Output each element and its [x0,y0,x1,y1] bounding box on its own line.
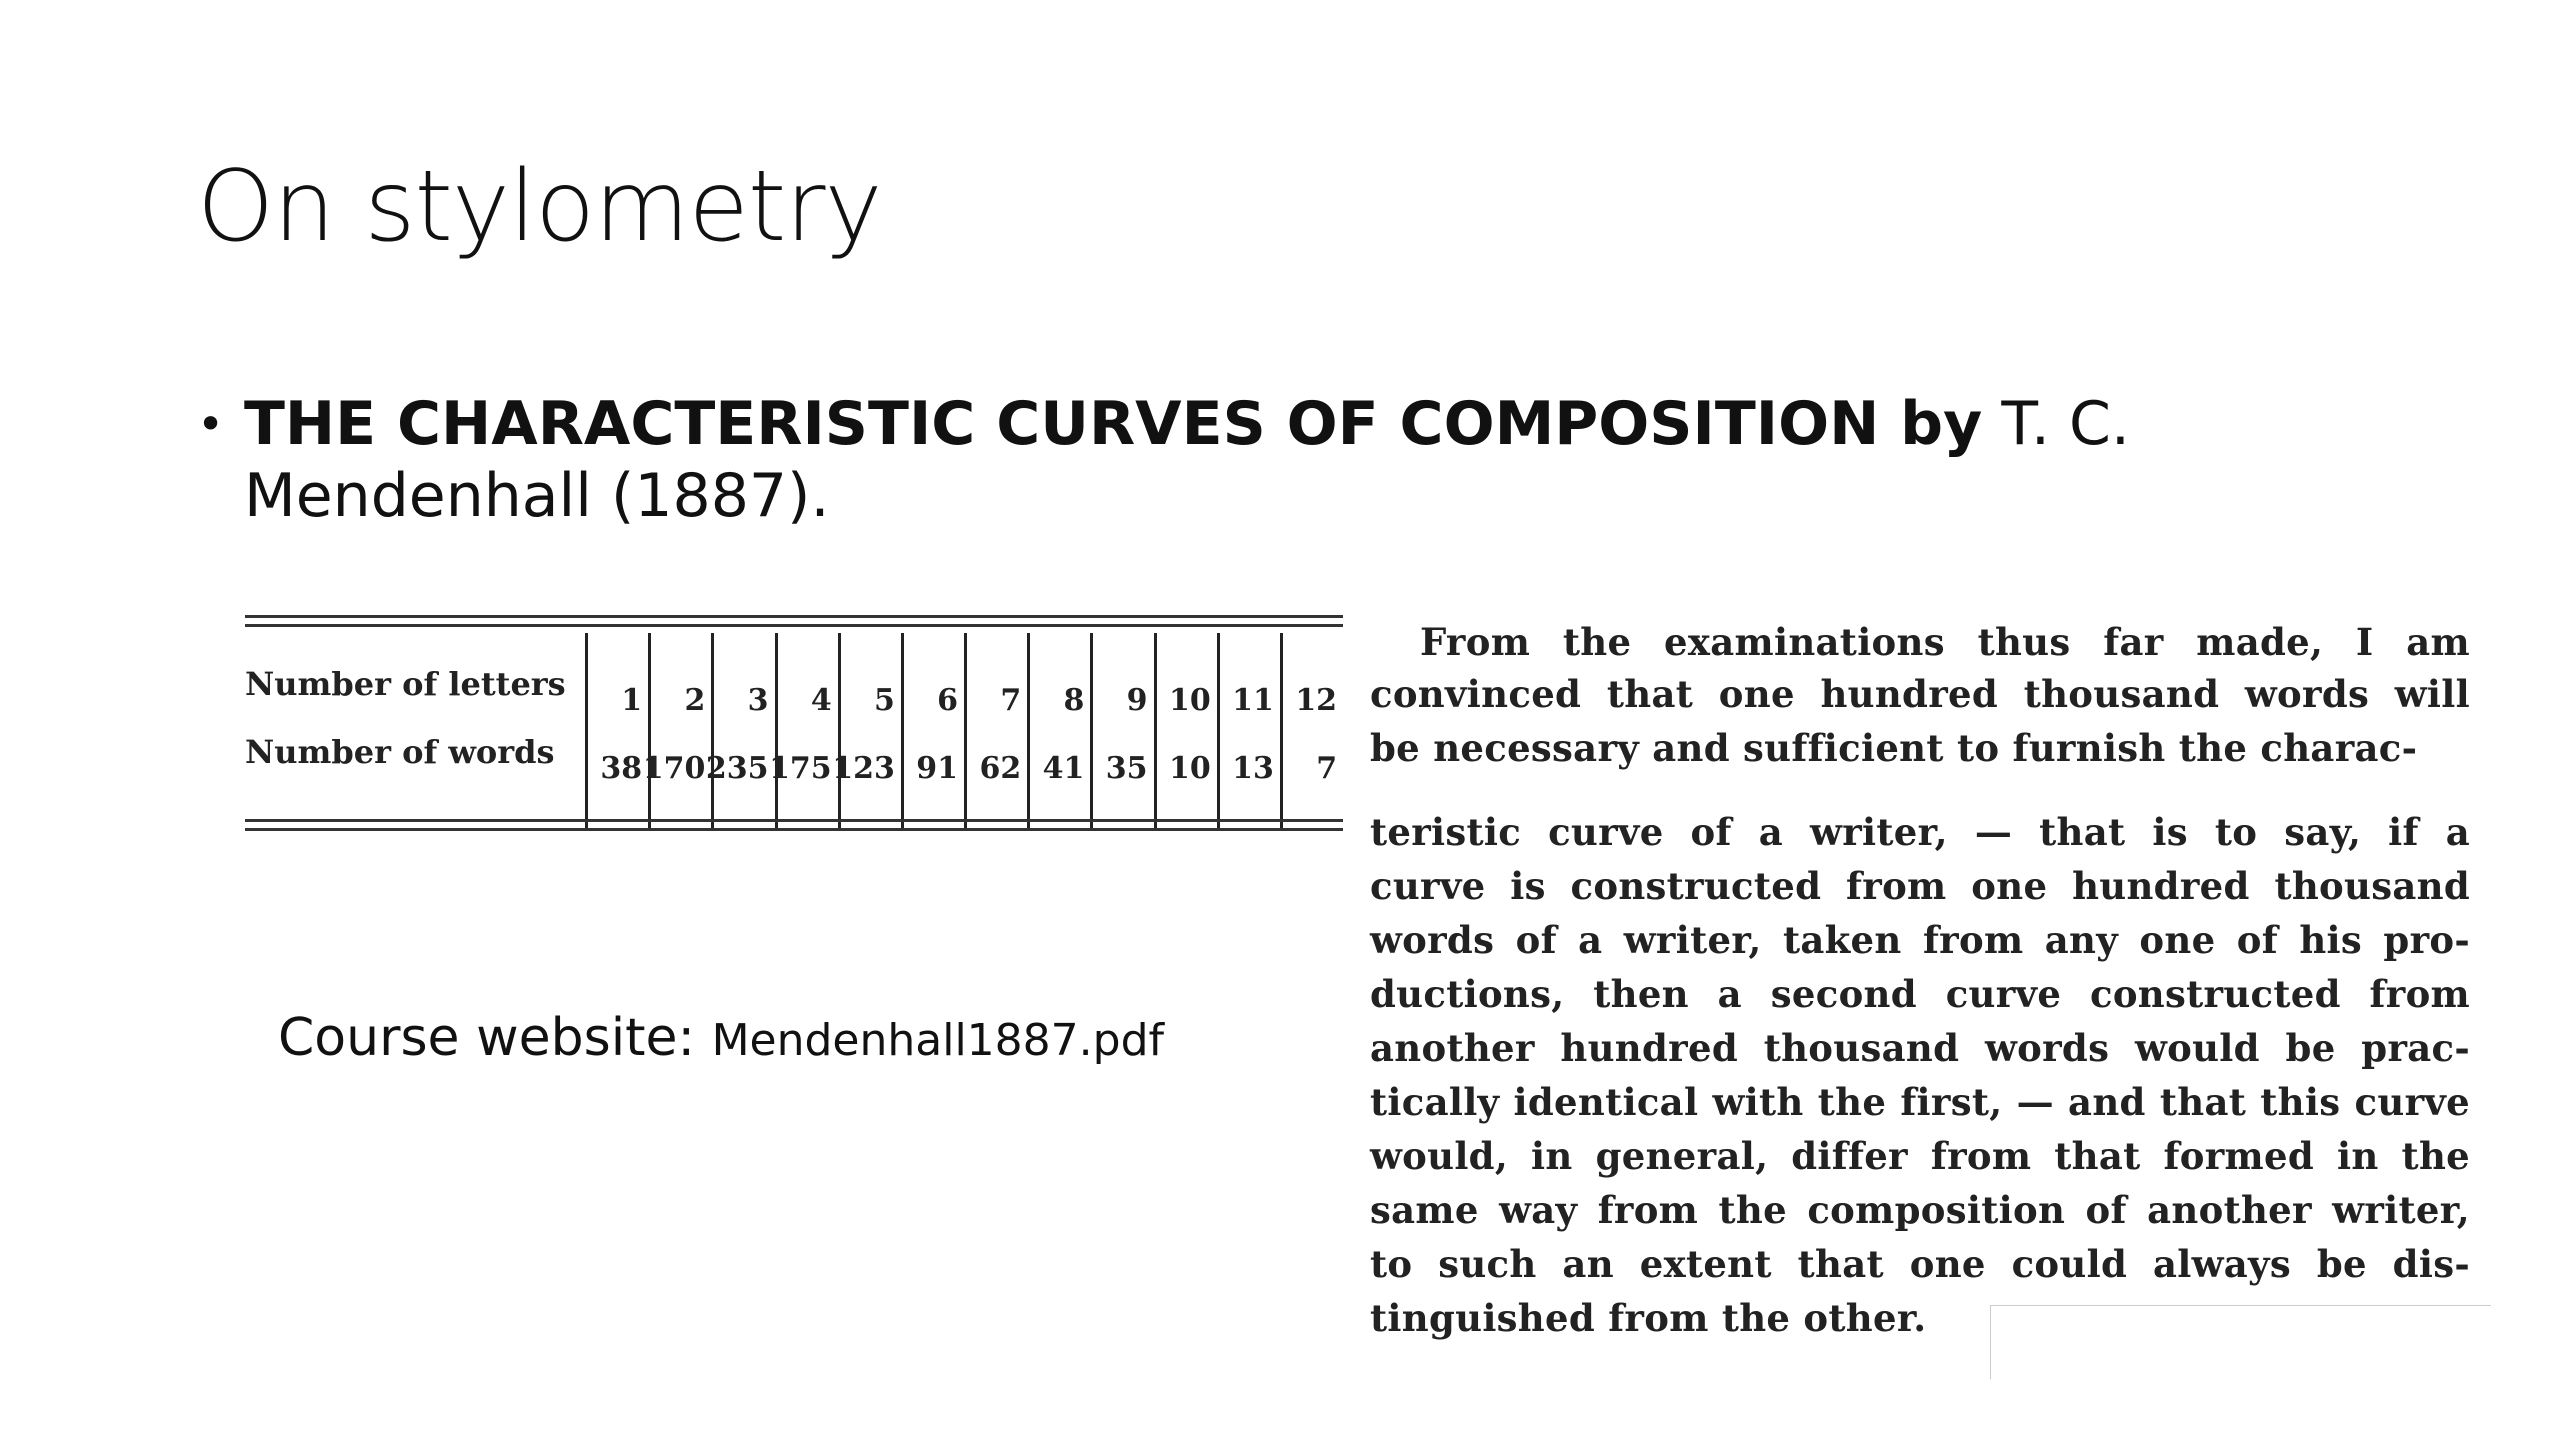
word-count-cell: 235 [705,751,769,786]
excerpt-line: ductions, then a second curve constructed from [1370,972,2470,1016]
letter-count-cell: 3 [747,683,769,718]
row-label-letters: Number of letters [245,665,566,703]
slide-title: On stylometry [197,150,882,264]
excerpt-line: another hundred thousand words would be prac- [1370,1026,2470,1070]
letter-count-cell: 2 [684,683,706,718]
excerpt-line: be necessary and sufficient to furnish the charac- [1370,726,2418,770]
table-column [1220,633,1283,830]
letter-count-cell: 10 [1168,683,1211,718]
image-frame-edge [1990,1305,2491,1379]
pdf-filename: Mendenhall1887.pdf [711,1015,1164,1066]
word-count-cell: 175 [769,751,832,786]
word-count-cell: 62 [979,751,1022,786]
table-column [1093,633,1156,830]
letter-count-cell: 5 [873,683,895,718]
bottom-rule-inner [245,828,1343,831]
table-column [705,633,777,830]
word-count-cell: 91 [916,751,959,786]
row-label-words: Number of words [245,733,555,771]
paper-title: THE CHARACTERISTIC CURVES OF COMPOSITION by [244,389,1983,459]
paper-author: T. C. Mendenhall (1887). [244,389,2130,531]
word-count-cell: 10 [1168,751,1211,786]
excerpt-line: curve is constructed from one hundred thousand [1370,864,2470,908]
excerpt-line: same way from the composition of another writer, [1370,1188,2470,1232]
table-column [832,633,904,830]
letter-count-cell: 6 [937,683,959,718]
excerpt-line: tically identical with the first, — and that this curve [1370,1080,2470,1124]
letter-count-cell: 7 [1000,683,1022,718]
word-count-cell: 123 [832,751,895,786]
excerpt-line: tinguished from the other. [1370,1296,1927,1340]
course-website-caption [278,1008,1164,1068]
letter-count-cell: 11 [1232,683,1274,718]
word-count-cell: 13 [1232,751,1274,786]
table-column [967,633,1030,830]
letter-count-cell: 1 [621,683,643,718]
word-count-cell: 41 [1042,751,1085,786]
bullet-text [244,388,2444,532]
letter-count-cell: 12 [1295,683,1338,718]
table-column [904,633,967,830]
excerpt-line: would, in general, differ from that formed in the [1370,1134,2470,1178]
excerpt-line: words of a writer, taken from any one of his pro- [1370,918,2470,962]
word-count-cell: 38 [600,751,643,786]
table-column [588,633,651,830]
bullet-dot-icon: • [197,397,225,451]
table-columns [588,633,1343,830]
table-column [769,633,841,830]
table-column [1030,633,1093,830]
table-column [642,633,714,830]
word-count-cell: 35 [1105,751,1148,786]
scanned-frequency-table [245,615,1343,843]
caption-label: Course website: [278,1008,712,1068]
letter-count-cell: 4 [810,683,832,718]
table-column [1157,633,1220,830]
excerpt-line: From the examinations thus far made, I am [1420,620,2470,664]
table-column [1283,633,1343,830]
letter-count-cell: 8 [1063,683,1085,718]
top-rule-inner [245,624,1343,627]
top-rule [245,615,1343,618]
excerpt-line: to such an extent that one could always be dis- [1370,1242,2470,1286]
letter-count-cell: 9 [1126,683,1148,718]
excerpt-line: convinced that one hundred thousand words will [1370,672,2470,716]
bottom-rule [245,819,1343,822]
word-count-cell: 170 [642,751,706,786]
excerpt-line: teristic curve of a writer, — that is to say, if a [1370,810,2470,854]
word-count-cell: 7 [1316,751,1338,786]
